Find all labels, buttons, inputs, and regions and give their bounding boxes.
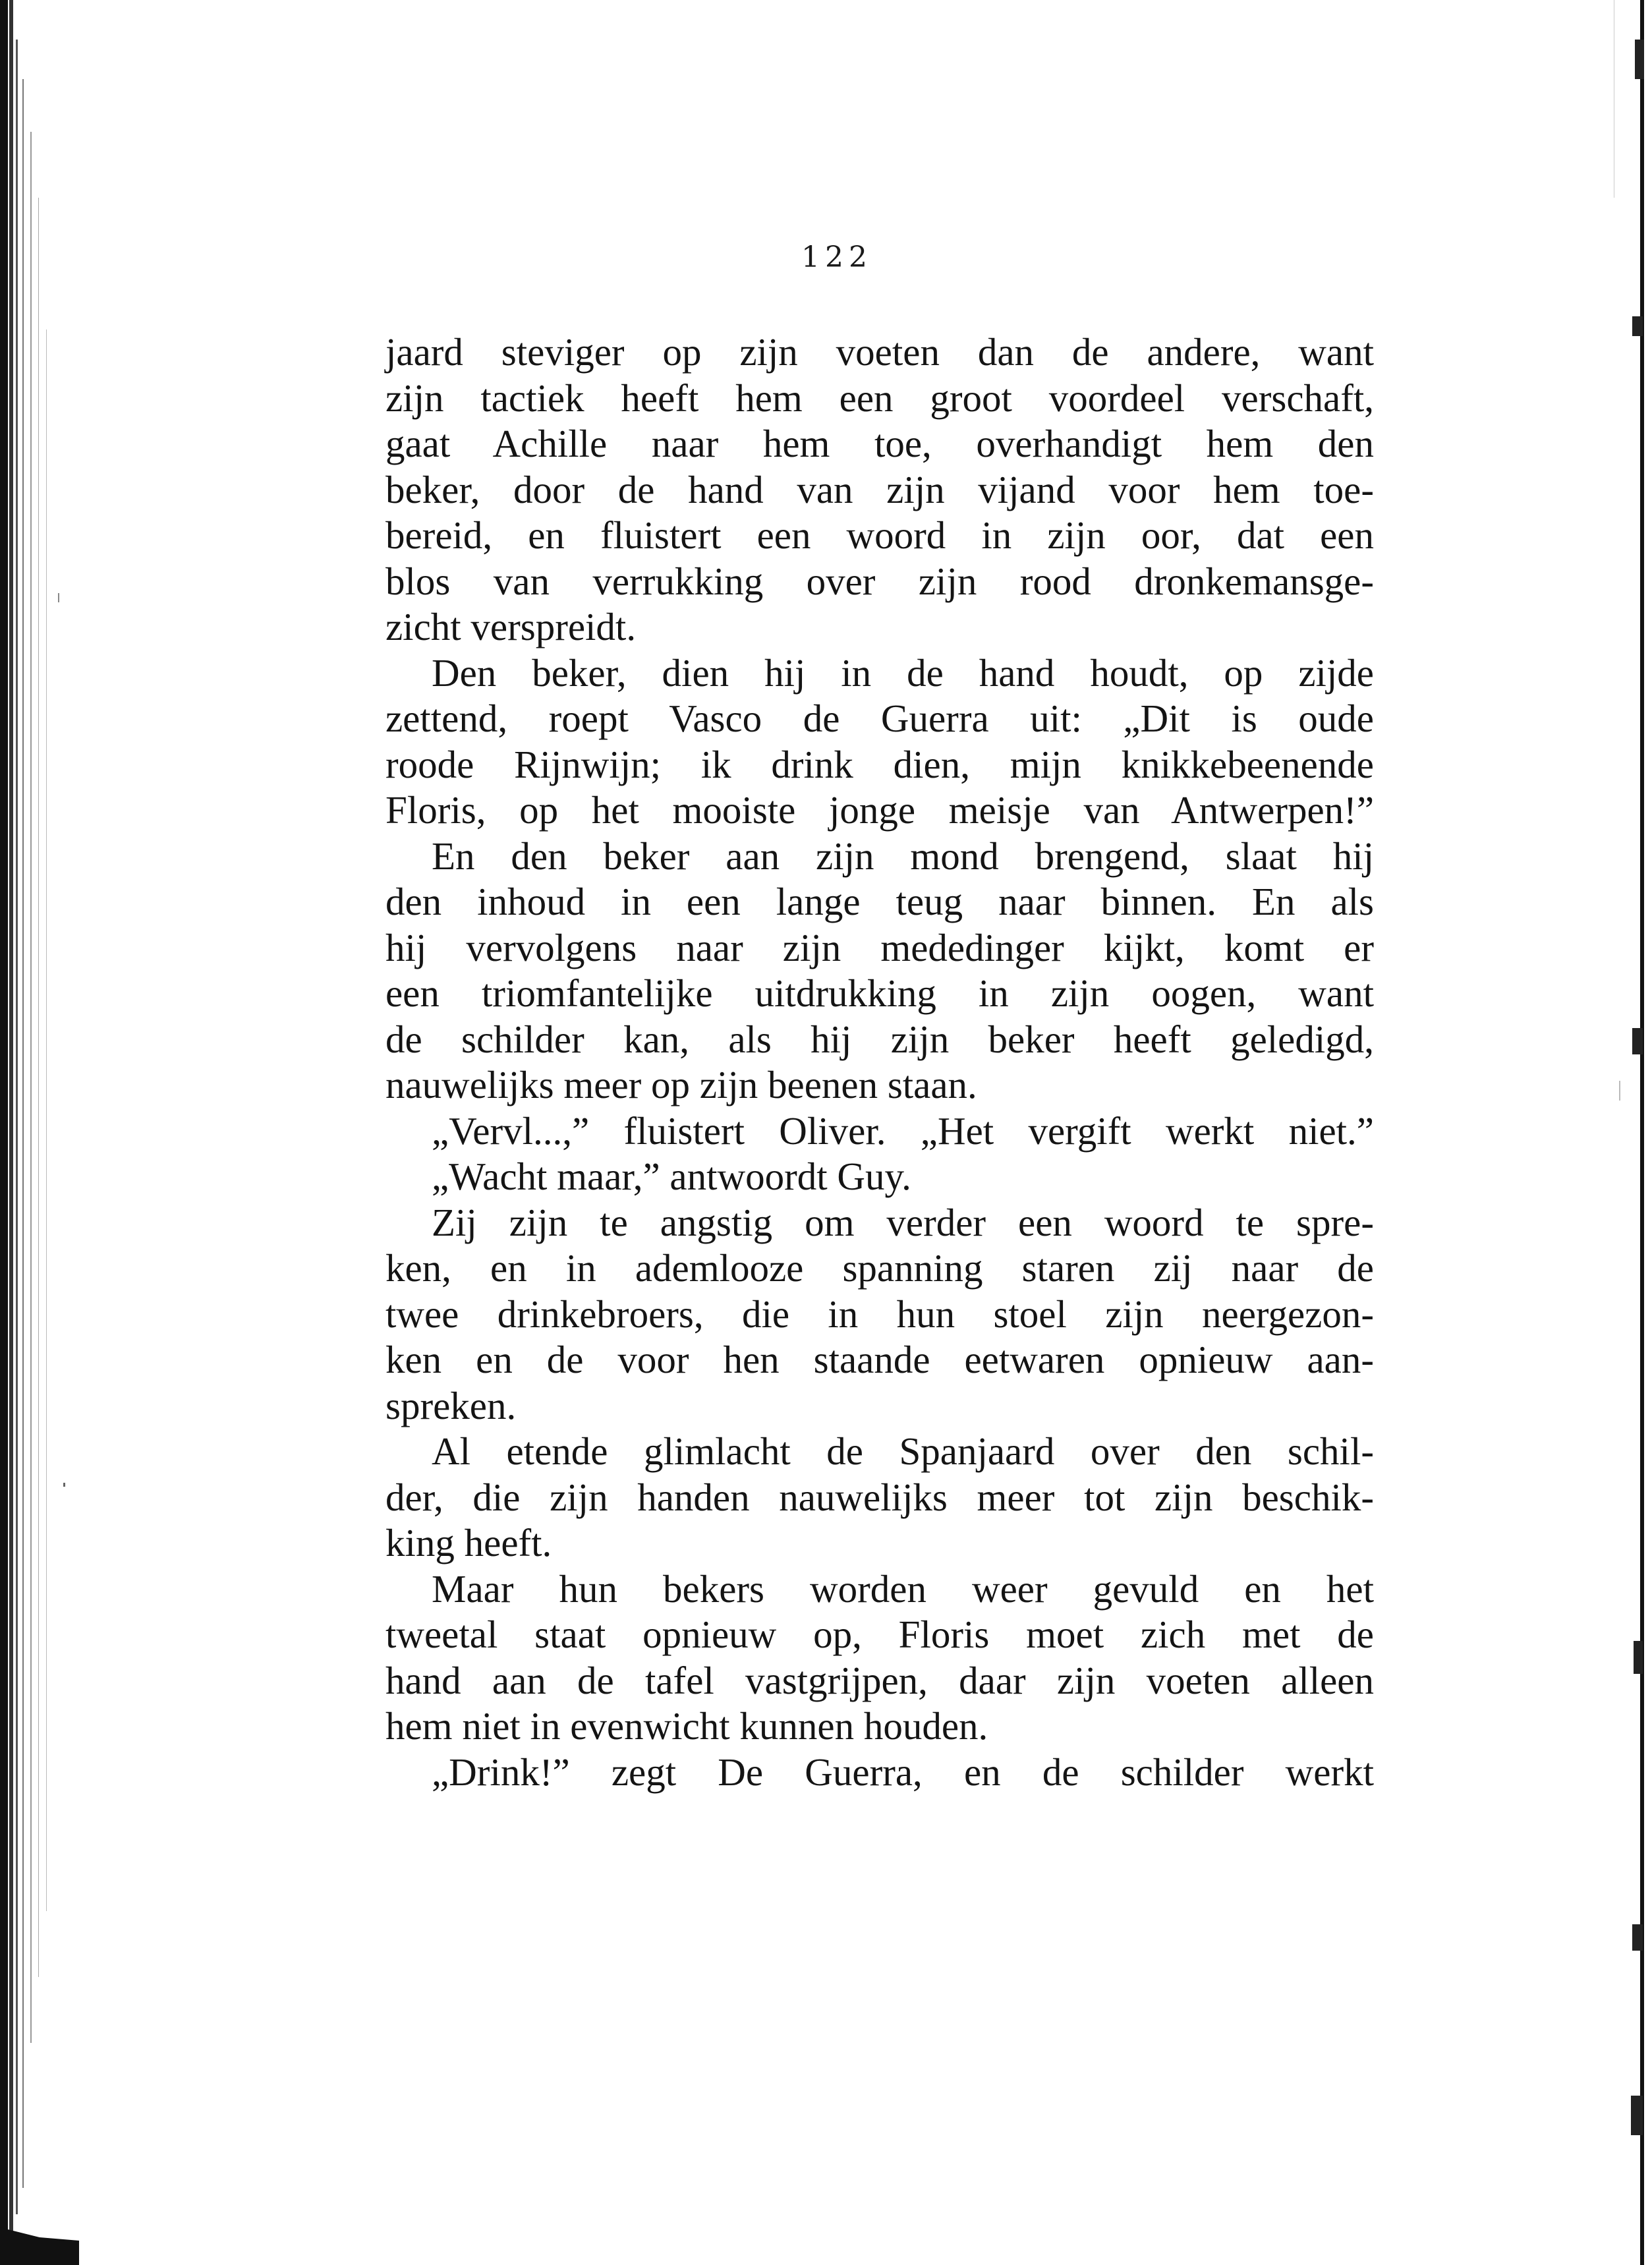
- body-text: [385, 330, 1374, 1795]
- page-number: 122: [801, 241, 872, 274]
- text-line: hem niet in evenwicht kunnen houden.: [385, 1704, 988, 1748]
- text-line: twee drinkebroers, die in hun stoel zijn neergezon-: [385, 1292, 1374, 1336]
- text-line: Den beker, dien hij in de hand houdt, op zijde: [432, 650, 1374, 695]
- text-line: „Drink!” zegt De Guerra, en de schilder werkt: [432, 1750, 1374, 1794]
- text-line: jaard steviger op zijn voeten dan de andere, want: [385, 330, 1374, 374]
- text-line: hand aan de tafel vastgrijpen, daar zijn voeten alleen: [385, 1658, 1374, 1702]
- text-line: roode Rijnwijn; ik drink dien, mijn knikkebeenende: [385, 742, 1374, 786]
- text-line: ken en de voor hen staande eetwaren opnieuw aan-: [385, 1338, 1374, 1381]
- text-line: gaat Achille naar hem toe, overhandigt hem den: [385, 422, 1374, 465]
- binding-edge-shadow: [0, 0, 79, 2265]
- text-line: Maar hun bekers worden weer gevuld en het: [432, 1566, 1374, 1611]
- text-line: bereid, en fluistert een woord in zijn oor, dat een: [385, 513, 1374, 557]
- text-line: een triomfantelijke uitdrukking in zijn oogen, want: [385, 971, 1374, 1015]
- text-line: tweetal staat opnieuw op, Floris moet zich met de: [385, 1613, 1374, 1656]
- text-line: „Vervl...,” fluistert Oliver. „Het vergift werkt niet.”: [432, 1108, 1374, 1153]
- right-page-edge: [1606, 0, 1652, 2265]
- text-line: hij vervolgens naar zijn mededinger kijkt, komt er: [385, 925, 1374, 969]
- text-line: zettend, roept Vasco de Guerra uit: „Dit is oude: [385, 697, 1374, 740]
- text-line: Al etende glimlacht de Spanjaard over den schil-: [432, 1429, 1374, 1473]
- text-line: Floris, op het mooiste jonge meisje van Antwerpen!”: [385, 788, 1374, 832]
- text-line: spreken.: [385, 1383, 517, 1427]
- page-edge-line: [1606, 0, 1652, 2265]
- text-line: de schilder kan, als hij zijn beker heeft geledigd,: [385, 1017, 1374, 1061]
- left-binding-edge: [0, 0, 79, 2265]
- text-line: der, die zijn handen nauwelijks meer tot zijn beschik-: [385, 1475, 1374, 1519]
- text-line: blos van verrukking over zijn rood dronkemansge-: [385, 559, 1374, 603]
- text-line: En den beker aan zijn mond brengend, slaat hij: [432, 834, 1374, 878]
- text-line: ken, en in ademlooze spanning staren zij naar de: [385, 1246, 1374, 1290]
- text-line: nauwelijks meer op zijn beenen staan.: [385, 1063, 977, 1106]
- text-line: den inhoud in een lange teug naar binnen. En als: [385, 880, 1374, 923]
- text-line: beker, door de hand van zijn vijand voor hem toe-: [385, 467, 1374, 511]
- text-line: „Wacht maar,” antwoordt Guy.: [432, 1155, 911, 1198]
- text-line: zijn tactiek heeft hem een groot voordeel verschaft,: [385, 376, 1374, 420]
- text-line: Zij zijn te angstig om verder een woord te spre-: [432, 1200, 1374, 1244]
- text-line: zicht verspreidt.: [385, 605, 637, 648]
- text-line: king heeft.: [385, 1521, 552, 1564]
